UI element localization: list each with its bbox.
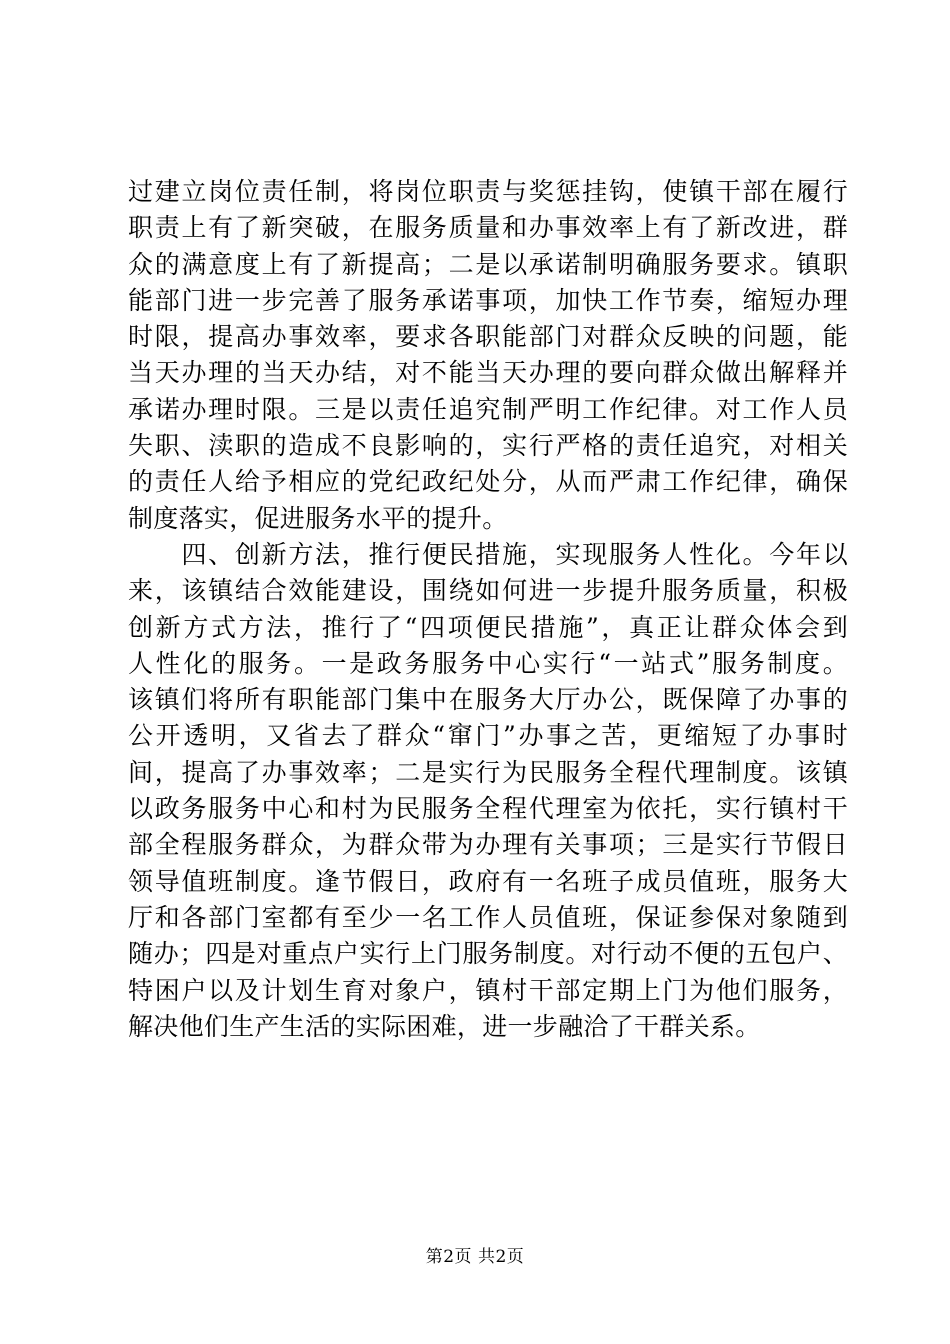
text-line: 当天办理的当天办结，对不能当天办理的要向群众做出解释并 (128, 358, 848, 388)
text-line: 公开透明，又省去了群众“窜门”办事之苦，更缩短了办事时 (128, 721, 848, 751)
text-line: 厅和各部门室都有至少一名工作人员值班，保证参保对象随到 (128, 902, 848, 932)
text-line: 以政务服务中心和村为民服务全程代理室为依托，实行镇村干 (128, 794, 848, 824)
text-line: 该镇们将所有职能部门集中在服务大厅办公，既保障了办事的 (128, 685, 848, 715)
text-line: 部全程服务群众，为群众带为办理有关事项；三是实行节假日 (128, 830, 848, 860)
text-line: 过建立岗位责任制，将岗位职责与奖惩挂钩，使镇干部在履行 (128, 177, 848, 206)
body-text (128, 174, 848, 1045)
text-line: 职责上有了新突破，在服务质量和办事效率上有了新改进，群 (128, 213, 848, 243)
text-line: 创新方式方法，推行了“四项便民措施”，真正让群众体会到 (128, 612, 848, 642)
text-line: 特困户以及计划生育对象户，镇村干部定期上门为他们服务， (128, 975, 848, 1005)
text-line: 承诺办理时限。三是以责任追究制严明工作纪律。对工作人员 (128, 394, 848, 424)
page-footer: 第2页 共2页 (425, 1247, 525, 1267)
text-line: 随办；四是对重点户实行上门服务制度。对行动不便的五包户、 (128, 939, 848, 969)
text-line: 能部门进一步完善了服务承诺事项，加快工作节奏，缩短办理 (128, 285, 848, 315)
text-line: 来，该镇结合效能建设，围绕如何进一步提升服务质量，积极 (128, 576, 848, 606)
text-line: 众的满意度上有了新提高；二是以承诺制明确服务要求。镇职 (128, 249, 848, 279)
text-line: 人性化的服务。一是政务服务中心实行“一站式”服务制度。 (128, 648, 848, 678)
text-line: 失职、渎职的造成不良影响的，实行严格的责任追究，对相关 (128, 431, 848, 461)
text-line: 四、创新方法，推行便民措施，实现服务人性化。今年以 (128, 539, 848, 569)
text-line: 解决他们生产生活的实际困难，进一步融洽了干群关系。 (128, 1011, 761, 1041)
text-line: 制度落实，促进服务水平的提升。 (128, 503, 508, 533)
text-line: 的责任人给予相应的党纪政纪处分，从而严肃工作纪律，确保 (128, 467, 848, 497)
text-line: 间，提高了办事效率；二是实行为民服务全程代理制度。该镇 (128, 757, 848, 787)
text-line: 领导值班制度。逢节假日，政府有一名班子成员值班，服务大 (128, 866, 848, 896)
text-line: 时限，提高办事效率，要求各职能部门对群众反映的问题，能 (128, 322, 848, 352)
